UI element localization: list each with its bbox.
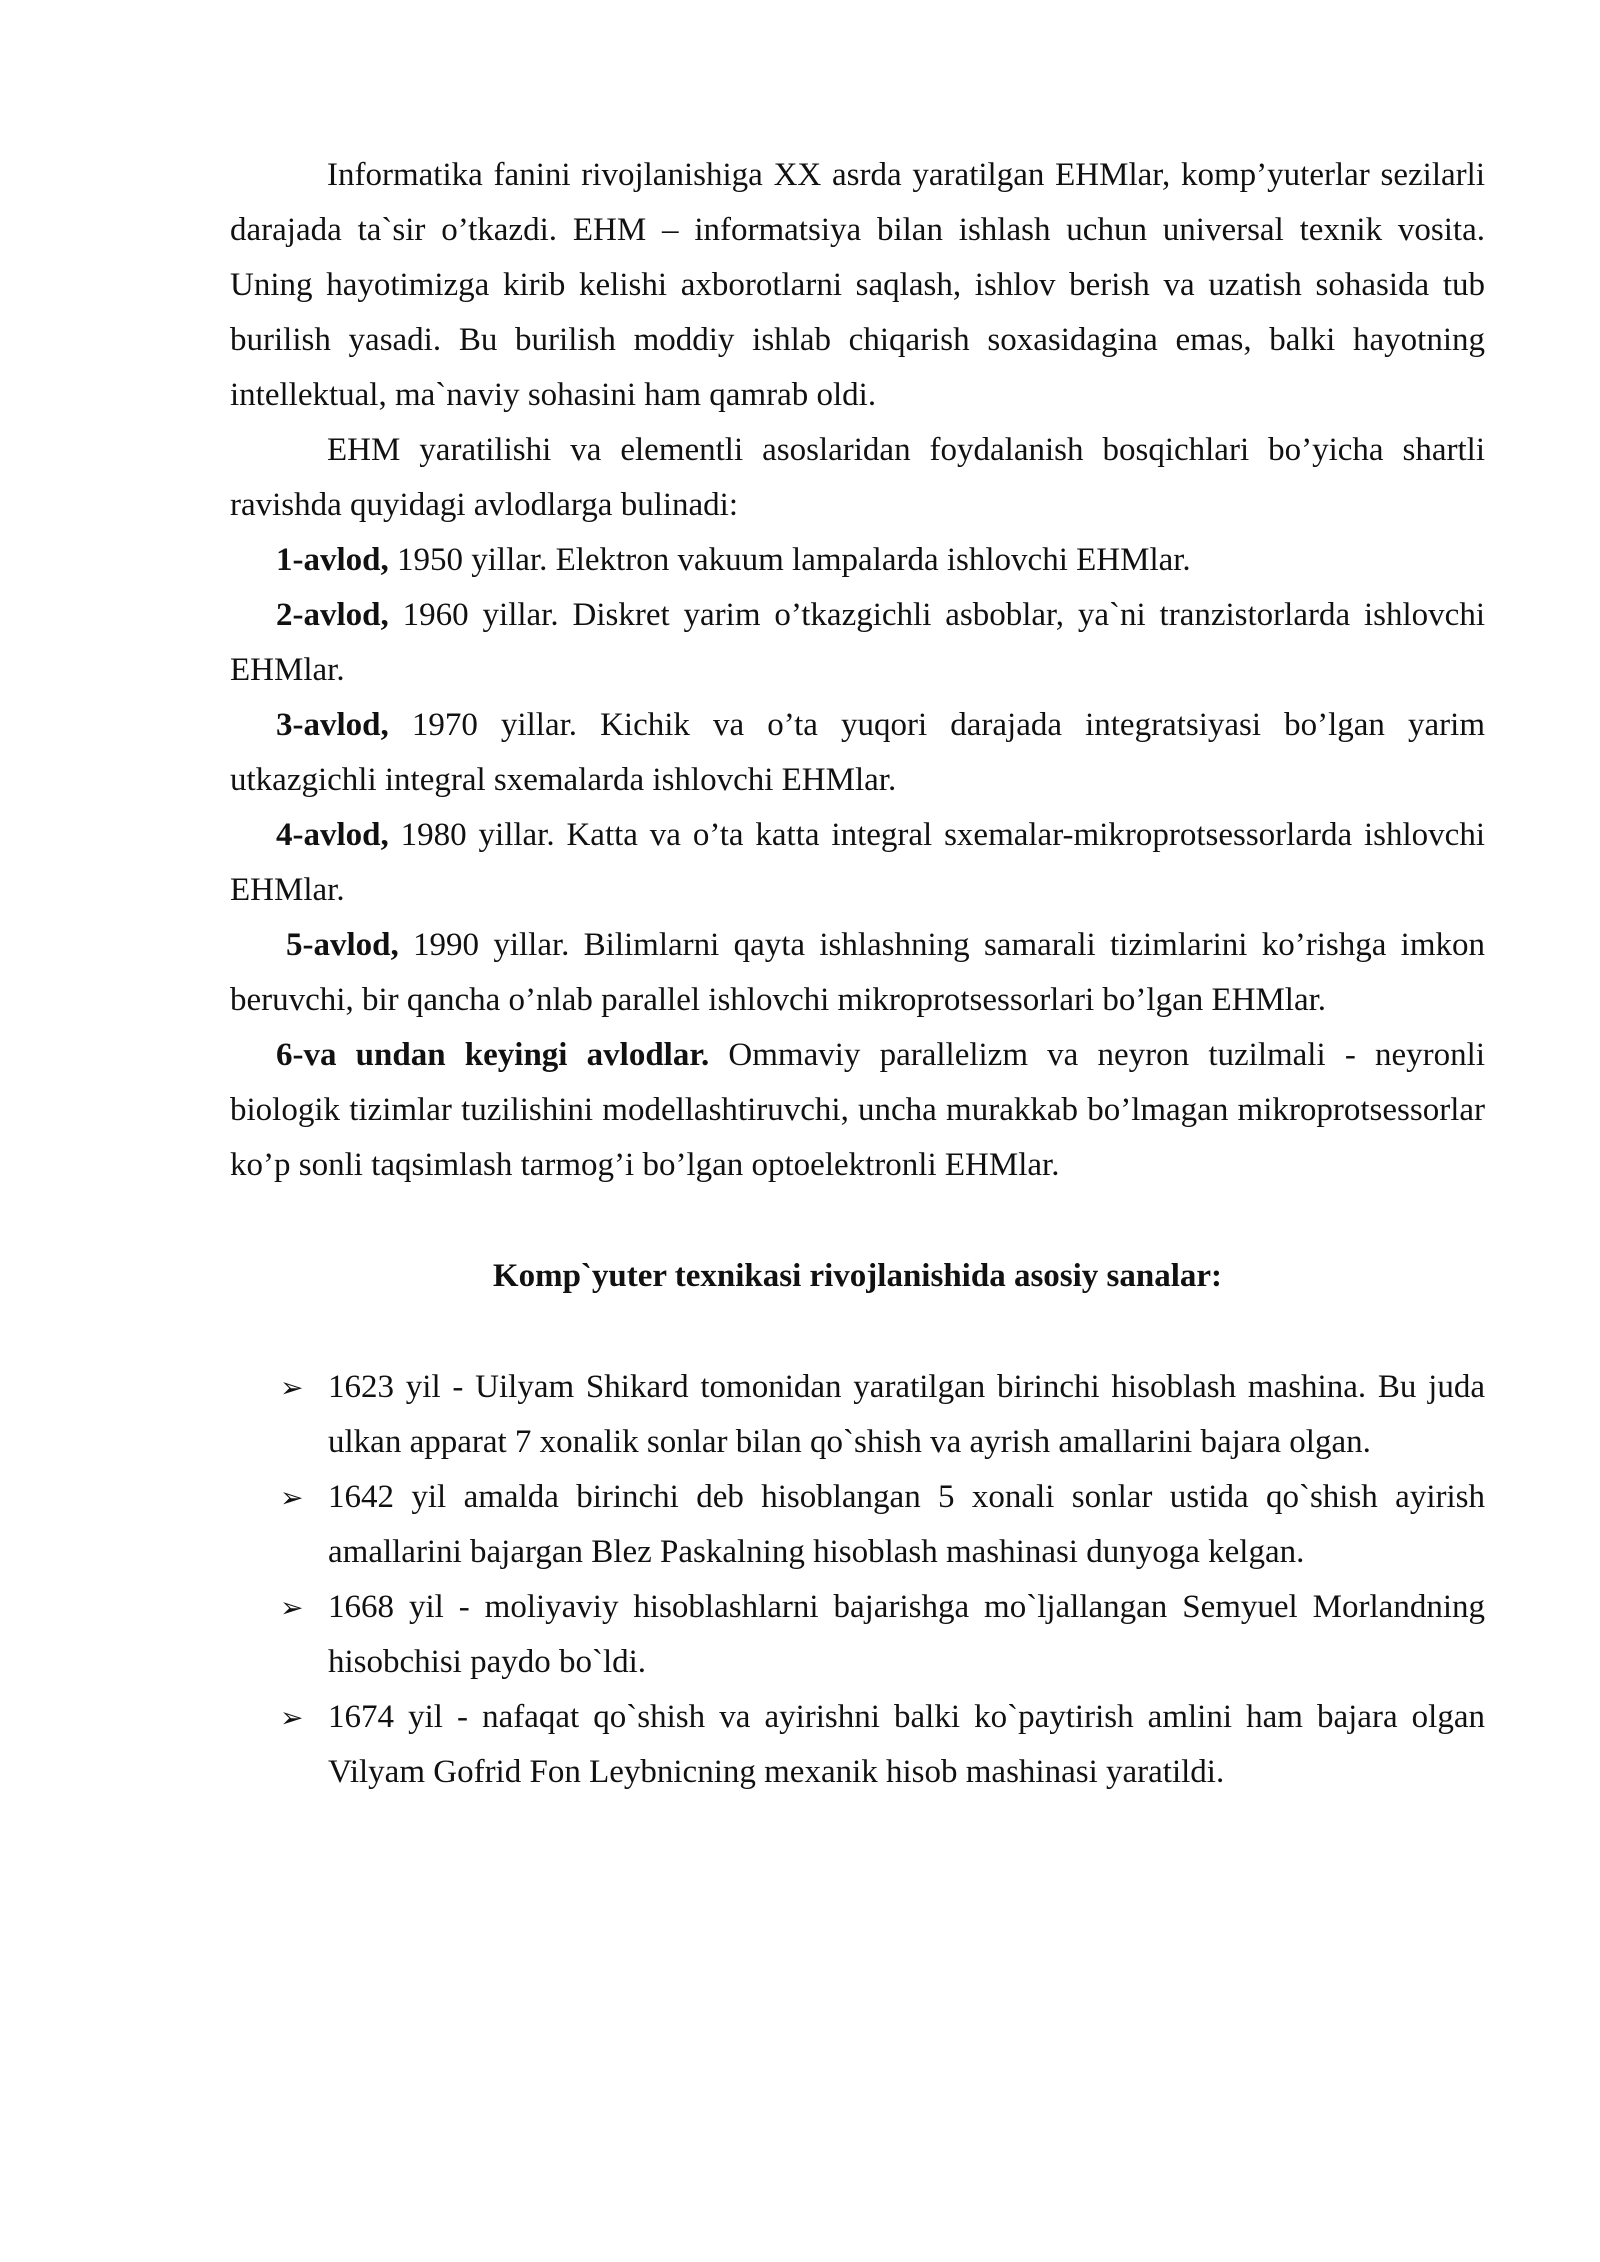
generation-5-paragraph [230,918,1485,1028]
list-item-text: 1668 yil - moliyaviy hisoblashlarni bajarishga mo`ljallangan Semyuel Morlandning hisobchisi paydo bo`ldi. [328,1589,1485,1680]
generation-5-text: 1990 yillar. Bilimlarni qayta ishlashning samarali tizimlarini ko’rishga imkon beruvchi, bir qancha o’nlab parallel ishlovchi mikroprotsessorlari bo’lgan EHMlar. [230,927,1485,1018]
generations-intro-paragraph: EHM yaratilishi va elementli asoslaridan foydalanish bosqichlari bo’yicha shartli ravishda quyidagi avlodlarga bulinadi: [230,432,1485,523]
generation-1-paragraph [230,533,1485,588]
generation-4-label: 4-avlod, [276,817,389,853]
generation-5-label: 5-avlod, [286,927,399,963]
arrow-bullet-icon: ➢ [280,1481,304,1514]
list-item [230,1580,1485,1690]
generation-1-label: 1-avlod, [276,542,389,578]
generation-6-label: 6-va undan keyingi avlodlar. [276,1037,710,1073]
list-item-text: 1674 yil - nafaqat qo`shish va ayirishni balki ko`paytirish amlini ham bajara olgan Vilyam Gofrid Fon Leybnicning mexanik hisob mashinasi yaratildi. [328,1699,1485,1790]
list-item [230,1690,1485,1800]
generation-2-text: 1960 yillar. Diskret yarim o’tkazgichli asboblar, ya`ni tranzistorlarda ishlovchi EHMlar. [230,597,1485,688]
arrow-bullet-icon: ➢ [280,1701,304,1734]
list-item-text: 1642 yil amalda birinchi deb hisoblangan 5 xonali sonlar ustida qo`shish ayirish amallarini bajargan Blez Paskalning hisoblash mashinasi dunyoga kelgan. [328,1479,1485,1570]
list-item [230,1470,1485,1580]
dates-list [230,1360,1485,1800]
section-heading: Komp`yuter texnikasi rivojlanishida asosiy sanalar: [492,1258,1223,1294]
generation-2-paragraph [230,588,1485,698]
generation-6-text: Ommaviy parallelizm va neyron tuzilmali - neyronli biologik tizimlar tuzilishini modellashtiruvchi, uncha murakkab bo’lmagan mikroprotsessorlar ko’p sonli taqsimlash tarmog’i bo’lgan optoelektronli EHMlar. [230,1037,1485,1183]
generation-3-label: 3-avlod, [276,707,389,743]
page-content [230,148,1485,1800]
generation-1-text: 1950 yillar. Elektron vakuum lampalarda ishlovchi EHMlar. [388,542,1191,578]
generation-3-paragraph [230,698,1485,808]
generation-3-text: 1970 yillar. Kichik va o’ta yuqori darajada integratsiyasi bo’lgan yarim utkazgichli integral sxemalarda ishlovchi EHMlar. [230,707,1485,798]
generation-4-paragraph [230,808,1485,918]
generation-6-paragraph [230,1028,1485,1193]
arrow-bullet-icon: ➢ [280,1591,304,1624]
generation-2-label: 2-avlod, [276,597,389,633]
generation-4-text: 1980 yillar. Katta va o’ta katta integral sxemalar-mikroprotsessorlarda ishlovchi EHMlar. [230,817,1485,908]
list-item [230,1360,1485,1470]
arrow-bullet-icon: ➢ [280,1371,304,1404]
list-item-text: 1623 yil - Uilyam Shikard tomonidan yaratilgan birinchi hisoblash mashina. Bu juda ulkan apparat 7 xonalik sonlar bilan qo`shish va ayrish amallarini bajara olgan. [328,1369,1485,1460]
intro-paragraph: Informatika fanini rivojlanishiga XX asrda yaratilgan EHMlar, komp’yuterlar sezilarli darajada ta`sir o’tkazdi. EHM – informatsiya bilan ishlash uchun universal texnik vosita. Uning hayotimizga kirib kelishi axborotlarni saqlash, ishlov berish va uzatish sohasida tub burilish yasadi. Bu burilish moddiy ishlab chiqarish soxasidagina emas, balki hayotning intellektual, ma`naviy sohasini ham qamrab oldi. [230,157,1485,413]
